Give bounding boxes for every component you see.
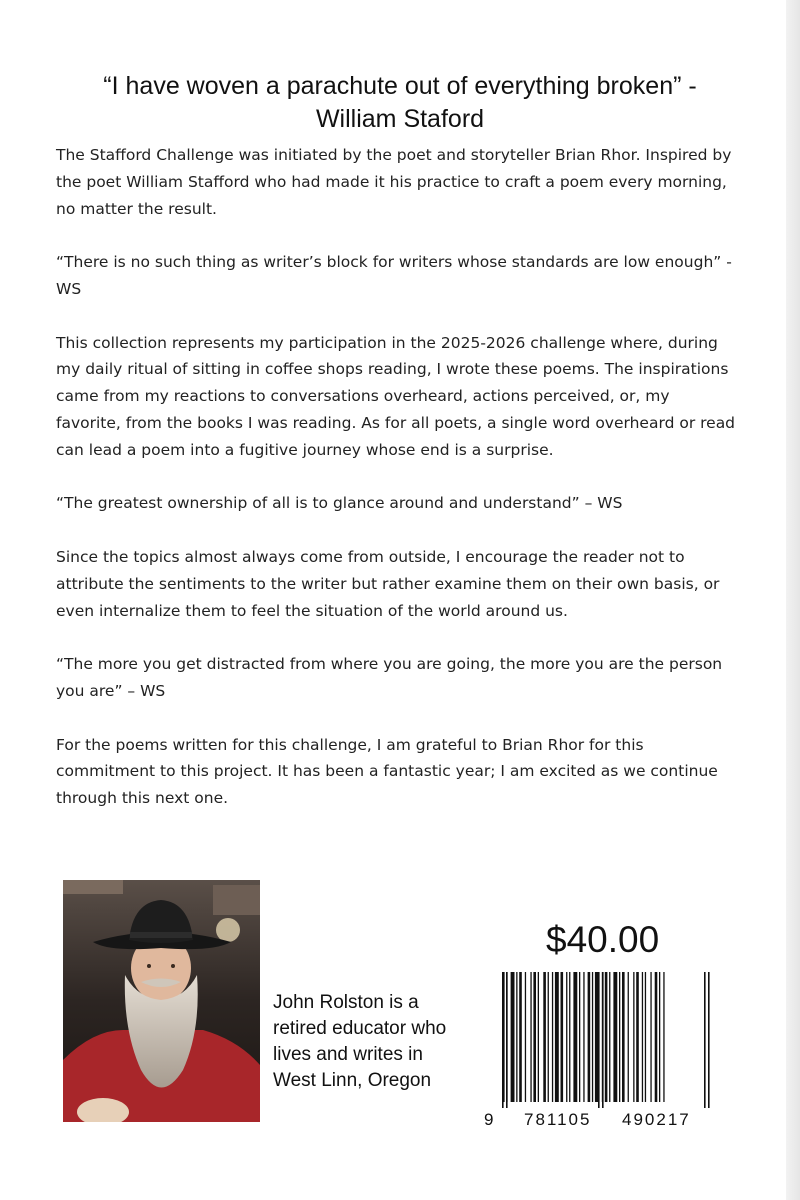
barcode-guard-bar bbox=[602, 972, 604, 1108]
barcode-bar bbox=[628, 972, 629, 1102]
barcode-bar bbox=[519, 972, 522, 1102]
barcode-bar bbox=[609, 972, 610, 1102]
barcode-guard-bar bbox=[704, 972, 706, 1108]
barcode-bar bbox=[548, 972, 549, 1102]
barcode-bar bbox=[592, 972, 593, 1102]
paragraph-gratitude: For the poems written for this challenge, I am grateful to Brian Rhor for this commitment to this project. It has been a fantastic year; I am excited as we continue through this next one. bbox=[56, 735, 718, 808]
quote-distracted: “The more you get distracted from where you are going, the more you are the person you are” – WS bbox=[56, 655, 723, 700]
quote-ownership: “The greatest ownership of all is to glance around and understand” – WS bbox=[56, 494, 623, 513]
barcode-bar bbox=[538, 972, 539, 1102]
paragraph-topics: Since the topics almost always come from outside, I encourage the reader not to attribute the sentiments to the writer but rather examine them on their own basis, or even internalize them to feel the situation of the world around us. bbox=[56, 547, 720, 620]
author-photo bbox=[63, 880, 260, 1122]
price-label: $40.00 bbox=[546, 919, 660, 960]
barcode-bar bbox=[533, 972, 536, 1102]
barcode-bar bbox=[659, 972, 660, 1102]
barcode-bar bbox=[636, 972, 639, 1102]
barcode-bar bbox=[619, 972, 620, 1102]
barcode-bar bbox=[642, 972, 643, 1102]
barcode-bar bbox=[552, 972, 553, 1102]
barcode-bar bbox=[605, 972, 608, 1102]
page-edge-shadow bbox=[786, 0, 800, 1200]
barcode-bar bbox=[543, 972, 546, 1102]
barcode-bar bbox=[613, 972, 617, 1102]
quote-writers-block: “There is no such thing as writer’s block for writers whose standards are low enough” -WS bbox=[56, 253, 732, 298]
barcode-lead-digit: 9 bbox=[484, 1110, 494, 1129]
barcode-guard-bar bbox=[502, 972, 504, 1108]
barcode-bar bbox=[583, 972, 584, 1102]
barcode-group-left: 781105 bbox=[524, 1110, 592, 1129]
epigraph-title-line1: “I have woven a parachute out of everything broken” - bbox=[103, 72, 697, 100]
back-cover-blurb bbox=[56, 142, 736, 839]
barcode-bar bbox=[573, 972, 577, 1102]
barcode-bar bbox=[516, 972, 517, 1102]
barcode-bar bbox=[622, 972, 625, 1102]
barcode-bar bbox=[569, 972, 570, 1102]
paragraph-collection: This collection represents my participation in the 2025-2026 challenge where, during my daily ritual of sitting in coffee shops reading, I wrote these poems. The inspirations came from my reactions to conversations overheard, actions perceived, or, my favorite, from the books I was reading. As for all poets, a single word overheard or read can lead a poem into a fugitive journey whose end is a surprise. bbox=[56, 333, 736, 459]
author-bio: John Rolston is a retired educator who lives and writes in West Linn, Oregon bbox=[273, 992, 447, 1091]
barcode-guard-bar bbox=[708, 972, 710, 1108]
isbn-barcode bbox=[480, 968, 730, 1138]
epigraph-title bbox=[40, 70, 760, 136]
barcode-bar bbox=[579, 972, 580, 1102]
barcode-group-right: 490217 bbox=[622, 1110, 691, 1129]
barcode-bar bbox=[663, 972, 664, 1102]
barcode-bar bbox=[525, 972, 526, 1102]
paragraph-intro: The Stafford Challenge was initiated by the poet and storyteller Brian Rhor. Inspired by the poet William Stafford who had made it his practice to craft a poem every morning, no matter the result. bbox=[56, 146, 732, 218]
barcode-bar bbox=[645, 972, 646, 1102]
barcode-bar bbox=[530, 972, 531, 1102]
barcode-bar bbox=[566, 972, 567, 1102]
barcode-bar bbox=[633, 972, 634, 1102]
barcode-bar bbox=[555, 972, 559, 1102]
barcode-bar bbox=[511, 972, 515, 1102]
barcode-guard-bar bbox=[506, 972, 508, 1108]
epigraph-title-line2: William Staford bbox=[315, 105, 485, 133]
barcode-guard-bar bbox=[598, 972, 600, 1108]
barcode-bar bbox=[655, 972, 658, 1102]
barcode-bar bbox=[588, 972, 591, 1102]
barcode-bar bbox=[561, 972, 564, 1102]
barcode-bar bbox=[650, 972, 651, 1102]
